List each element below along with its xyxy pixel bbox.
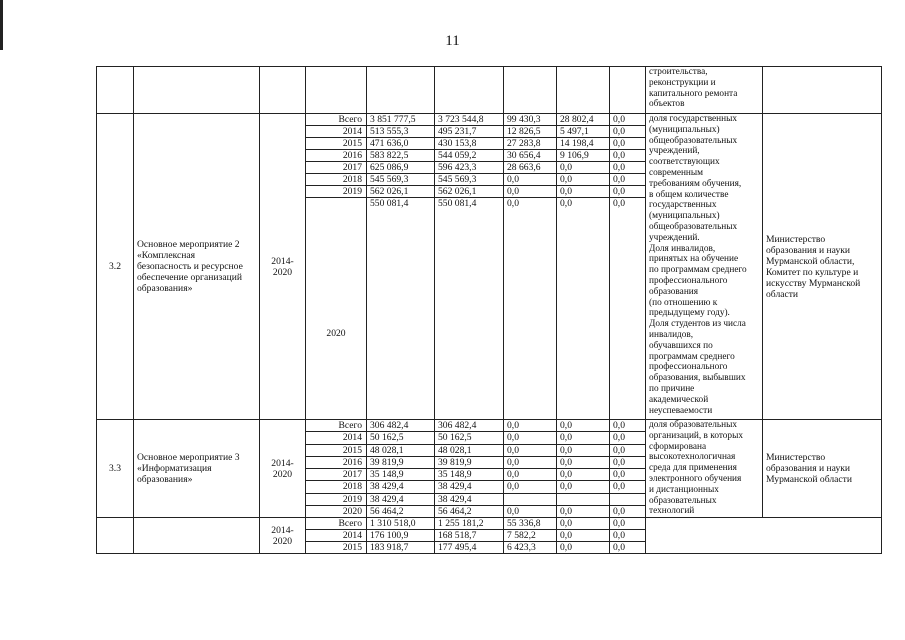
other-cell: 0,0 [610,505,646,517]
total-cell: 625 086,9 [367,162,435,174]
total-cell: 1 310 518,0 [367,518,435,530]
local-cell: 0,0 [557,444,610,456]
cell [504,67,557,114]
federal-cell [504,493,557,505]
federal-cell: 30 656,4 [504,150,557,162]
regional-cell: 48 028,1 [435,444,504,456]
regional-cell: 306 482,4 [435,420,504,432]
year-cell: 2014 [306,432,367,444]
federal-cell: 12 826,5 [504,126,557,138]
page-number: 11 [445,33,460,49]
year-cell: 2015 [306,138,367,150]
other-cell: 0,0 [610,530,646,542]
year-cell: 2015 [306,542,367,554]
local-cell: 28 802,4 [557,114,610,126]
total-cell: 583 822,5 [367,150,435,162]
total-cell: 183 918,7 [367,542,435,554]
local-cell: 0,0 [557,186,610,198]
year-cell: 2015 [306,444,367,456]
other-cell: 0,0 [610,138,646,150]
year-cell: 2019 [306,493,367,505]
regional-cell: 35 148,9 [435,469,504,481]
total-cell: 38 429,4 [367,481,435,493]
table-row [97,420,882,432]
other-cell: 0,0 [610,518,646,530]
local-cell: 0,0 [557,174,610,186]
federal-cell: 0,0 [504,481,557,493]
table-row [97,114,882,126]
measure-name [134,518,260,554]
year-cell: 2019 [306,186,367,198]
total-cell: 471 636,0 [367,138,435,150]
local-cell: 0,0 [557,481,610,493]
other-cell: 0,0 [610,114,646,126]
executor-cell: Министерство образования и науки Мурманской области [763,420,882,518]
measure-name: Основное мероприятие 3 «Информатизация образования» [134,420,260,518]
executor-cell: Министерство образования и науки Мурманской области, Комитет по культуре и искусству Мурманской области [763,114,882,420]
regional-cell: 544 059,2 [435,150,504,162]
year-cell: 2014 [306,126,367,138]
other-cell: 0,0 [610,420,646,432]
total-cell: 39 819,9 [367,456,435,468]
local-cell: 0,0 [557,469,610,481]
measure-number: 3.3 [97,420,134,518]
regional-cell: 550 081,4 [435,198,504,420]
year-cell: 2017 [306,469,367,481]
regional-cell: 495 231,7 [435,126,504,138]
cell [557,67,610,114]
measure-name: Основное мероприятие 2 «Комплексная безопасность и ресурсное обеспечение организаций образования» [134,114,260,420]
total-cell: 562 026,1 [367,186,435,198]
regional-cell: 596 423,3 [435,162,504,174]
federal-cell: 0,0 [504,420,557,432]
local-cell: 0,0 [557,420,610,432]
local-cell: 0,0 [557,530,610,542]
regional-cell: 562 026,1 [435,186,504,198]
other-cell: 0,0 [610,174,646,186]
budget-table-sheet [96,66,881,554]
total-cell: 545 569,3 [367,174,435,186]
other-cell: 0,0 [610,162,646,174]
year-cell: 2016 [306,150,367,162]
local-cell: 0,0 [557,542,610,554]
local-cell: 0,0 [557,456,610,468]
other-cell: 0,0 [610,481,646,493]
local-cell: 9 106,9 [557,150,610,162]
other-cell: 0,0 [610,444,646,456]
cell [435,67,504,114]
table-body [97,67,882,554]
local-cell: 0,0 [557,432,610,444]
federal-cell: 0,0 [504,174,557,186]
federal-cell: 0,0 [504,444,557,456]
other-cell: 0,0 [610,469,646,481]
federal-cell: 0,0 [504,469,557,481]
year-cell: Всего [306,114,367,126]
cell [367,67,435,114]
regional-cell: 177 495,4 [435,542,504,554]
cell [763,67,882,114]
federal-cell: 0,0 [504,198,557,420]
total-cell: 176 100,9 [367,530,435,542]
federal-cell: 28 663,6 [504,162,557,174]
total-cell: 35 148,9 [367,469,435,481]
local-cell: 5 497,1 [557,126,610,138]
indicator-continuation: строительства, реконструкции и капитального ремонта объектов [646,67,763,114]
year-cell: 2020 [306,505,367,517]
federal-cell: 0,0 [504,186,557,198]
year-cell: 2016 [306,456,367,468]
regional-cell: 39 819,9 [435,456,504,468]
other-cell: 0,0 [610,150,646,162]
regional-cell: 38 429,4 [435,493,504,505]
continuation-row [97,67,882,114]
regional-cell: 3 723 544,8 [435,114,504,126]
budget-table [96,66,882,554]
other-cell: 0,0 [610,432,646,444]
total-cell: 306 482,4 [367,420,435,432]
local-cell: 0,0 [557,518,610,530]
cell [260,67,306,114]
measure-period: 2014- 2020 [260,114,306,420]
indicator-cell: доля государственных (муниципальных) общеобразовательных учреждений, соответствующих современным требованиям обучения, в общем количестве государственных (муниципальных) общеобразовательных учреждений. Доля инвалидов, принятых на обучение по программам среднего профессионального образования (по отношению к предыдущему году). Доля студентов из числа инвалидов, обучавшихся по программам среднего профессионального образования, выбывших по причине академической неуспеваемости [646,114,763,420]
total-cell: 56 464,2 [367,505,435,517]
federal-cell: 0,0 [504,456,557,468]
year-cell: Всего [306,420,367,432]
total-cell: 38 429,4 [367,493,435,505]
federal-cell: 7 582,2 [504,530,557,542]
federal-cell: 0,0 [504,432,557,444]
table-row [97,518,882,530]
local-cell: 14 198,4 [557,138,610,150]
regional-cell: 168 518,7 [435,530,504,542]
other-cell [610,493,646,505]
federal-cell: 27 283,8 [504,138,557,150]
federal-cell: 55 336,8 [504,518,557,530]
year-cell: 2018 [306,174,367,186]
regional-cell: 430 153,8 [435,138,504,150]
year-cell: 2018 [306,481,367,493]
regional-cell: 38 429,4 [435,481,504,493]
local-cell: 0,0 [557,505,610,517]
cell [134,67,260,114]
indicator-cell: доля образовательных организаций, в которых сформирована высокотехнологичная среда для применения электронного обучения и дистанционных образовательных технологий [646,420,763,518]
federal-cell: 6 423,3 [504,542,557,554]
measure-number [97,518,134,554]
other-cell: 0,0 [610,126,646,138]
regional-cell: 1 255 181,2 [435,518,504,530]
total-cell: 48 028,1 [367,444,435,456]
empty-cell [646,518,882,554]
measure-number: 3.2 [97,114,134,420]
total-cell: 550 081,4 [367,198,435,420]
federal-cell: 0,0 [504,505,557,517]
other-cell: 0,0 [610,542,646,554]
other-cell: 0,0 [610,456,646,468]
other-cell: 0,0 [610,198,646,420]
local-cell: 0,0 [557,162,610,174]
total-cell: 3 851 777,5 [367,114,435,126]
federal-cell: 99 430,3 [504,114,557,126]
local-cell [557,493,610,505]
year-cell: 2017 [306,162,367,174]
measure-period: 2014- 2020 [260,420,306,518]
year-cell: Всего [306,518,367,530]
year-cell: 2020 [306,198,367,420]
cell [97,67,134,114]
cell [306,67,367,114]
year-cell: 2014 [306,530,367,542]
other-cell: 0,0 [610,186,646,198]
total-cell: 513 555,3 [367,126,435,138]
cell [610,67,646,114]
local-cell: 0,0 [557,198,610,420]
regional-cell: 50 162,5 [435,432,504,444]
total-cell: 50 162,5 [367,432,435,444]
regional-cell: 56 464,2 [435,505,504,517]
regional-cell: 545 569,3 [435,174,504,186]
measure-period: 2014- 2020 [260,518,306,554]
